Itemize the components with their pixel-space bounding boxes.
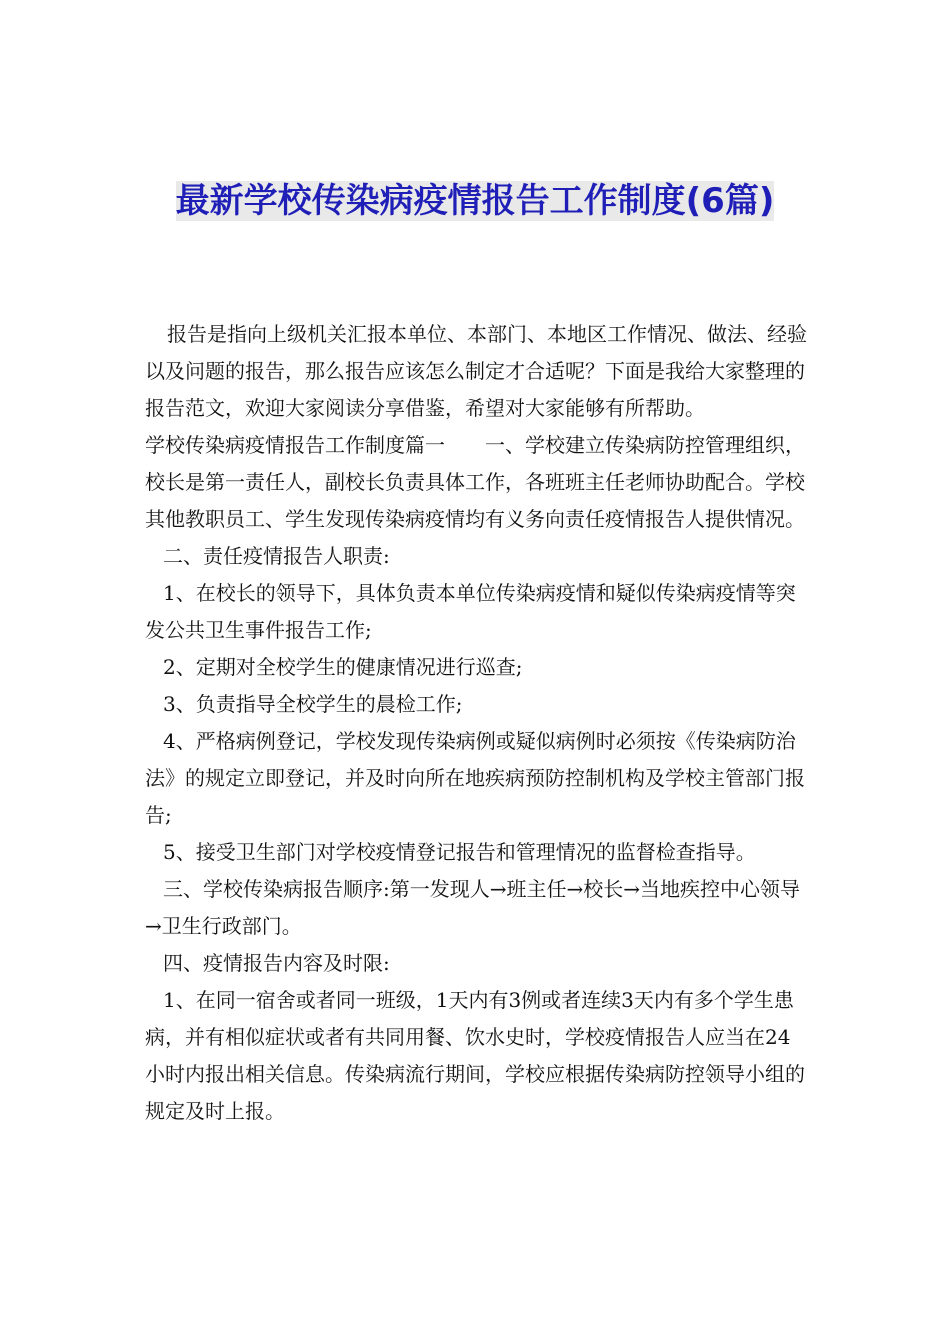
section-one-paragraph: 学校传染病疫情报告工作制度篇一 一、学校建立传染病防控管理组织，校长是第一责任人，副校长负责具体工作，各班班主任老师协助配合。学校其他教职员工、学生发现传染病疫情均有义务向责任疫情报告人提供情况。 — [145, 433, 805, 531]
duty-item-4: 4、严格病例登记，学校发现传染病例或疑似病例时必须按《传染病防治法》的规定立即登记，并及时向所在地疾病预防控制机构及学校主管部门报告; — [145, 729, 805, 827]
duty-item-1: 1、在校长的领导下，具体负责本单位传染病疫情和疑似传染病疫情等突发公共卫生事件报告工作; — [145, 581, 796, 642]
duty-item-3: 3、负责指导全校学生的晨检工作; — [163, 692, 463, 716]
document-title-text: 最新学校传染病疫情报告工作制度(6篇) — [175, 181, 775, 221]
document-title — [140, 176, 810, 226]
duty-item-5: 5、接受卫生部门对学校疫情登记报告和管理情况的监督检查指导。 — [163, 840, 756, 864]
document-body — [145, 316, 810, 1130]
report-item-1: 1、在同一宿舍或者同一班级，1天内有3例或者连续3天内有多个学生患病，并有相似症状或者有共同用餐、饮水史时，学校疫情报告人应当在24小时内报出相关信息。传染病流行期间，学校应根据传染病防控领导小组的规定及时上报。 — [145, 988, 805, 1123]
section-three-paragraph: 三、学校传染病报告顺序:第一发现人→班主任→校长→当地疾控中心领导→卫生行政部门。 — [145, 877, 801, 938]
section-two-heading: 二、责任疫情报告人职责: — [163, 544, 390, 568]
duty-item-2: 2、定期对全校学生的健康情况进行巡查; — [163, 655, 523, 679]
section-four-heading: 四、疫情报告内容及时限: — [163, 951, 390, 975]
intro-paragraph: 报告是指向上级机关汇报本单位、本部门、本地区工作情况、做法、经验以及问题的报告，那么报告应该怎么制定才合适呢？下面是我给大家整理的报告范文，欢迎大家阅读分享借鉴，希望对大家能够有所帮助。 — [145, 322, 807, 420]
